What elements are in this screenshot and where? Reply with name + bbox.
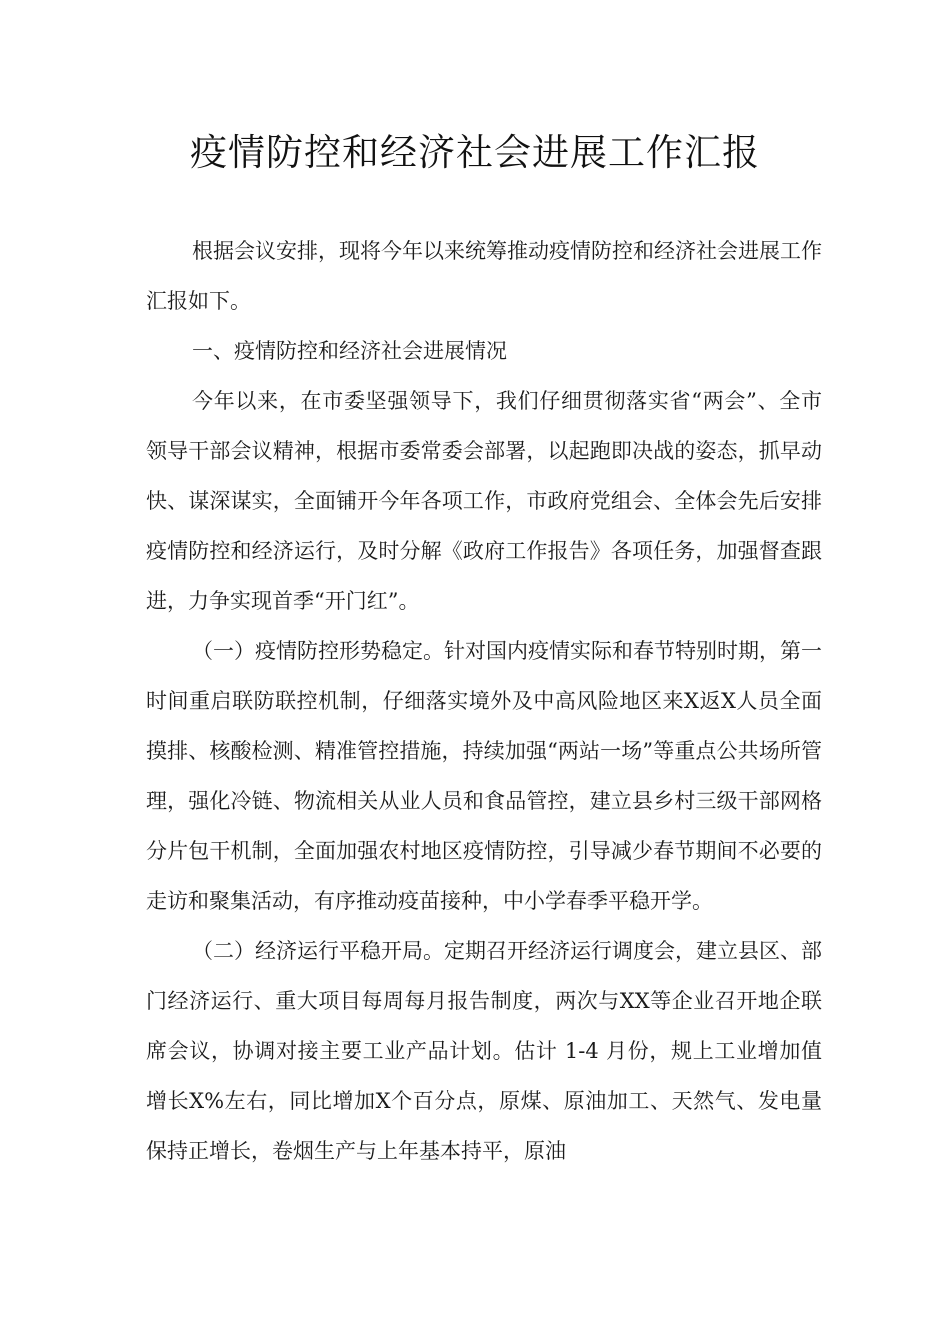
epidemic-control-paragraph: （一）疫情防控形势稳定。针对国内疫情实际和春节特别时期，第一时间重启联防联控机制，仔细落实境外及中高风险地区来X返X人员全面摸排、核酸检测、精准管控措施，持续加强“两站一场”等重点公共场所管理，强化冷链、物流相关从业人员和食品管控，建立县乡村三级干部网格分片包干机制，全面加强农村地区疫情防控，引导减少春节期间不必要的走访和聚集活动，有序推动疫苗接种，中小学春季平稳开学。 <box>146 639 822 913</box>
economic-operation-paragraph: （二）经济运行平稳开局。定期召开经济运行调度会，建立县区、部门经济运行、重大项目每周每月报告制度，两次与XX等企业召开地企联席会议，协调对接主要工业产品计划。估计 1-4 月份，规上工业增加值增长X%左右，同比增加X个百分点，原煤、原油加工、天然气、发电量保持正增长，卷烟生产与上年基本持平，原油 <box>146 939 822 1163</box>
document-body <box>146 226 822 1176</box>
document-title: 疫情防控和经济社会进展工作汇报 <box>190 131 760 174</box>
intro-paragraph: 根据会议安排，现将今年以来统筹推动疫情防控和经济社会进展工作汇报如下。 <box>146 239 822 313</box>
overview-paragraph: 今年以来，在市委坚强领导下，我们仔细贯彻落实省“两会”、全市领导干部会议精神，根据市委常委会部署，以起跑即决战的姿态，抓早动快、谋深谋实，全面铺开今年各项工作，市政府党组会、全体会先后安排疫情防控和经济运行，及时分解《政府工作报告》各项任务，加强督查跟进，力争实现首季“开门红”。 <box>146 389 822 613</box>
section-heading: 一、疫情防控和经济社会进展情况 <box>192 339 507 363</box>
